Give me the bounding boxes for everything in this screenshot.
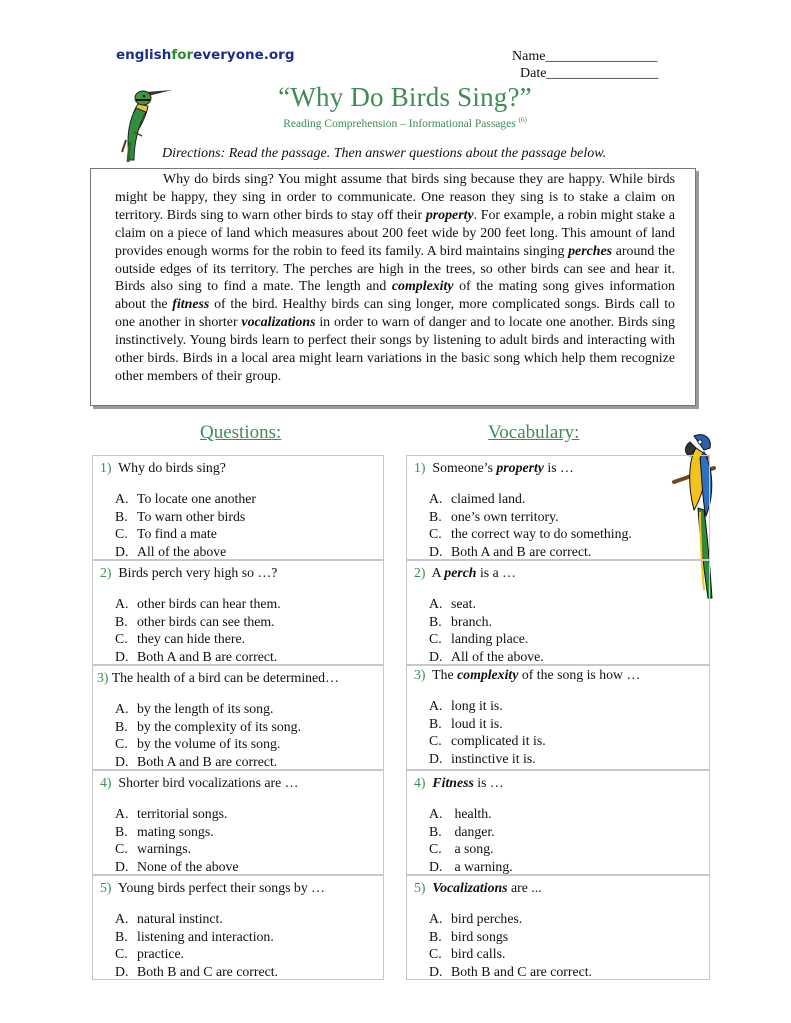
option-c[interactable]: C. bird calls. (429, 946, 506, 961)
vocab-title: 1) Someone’s property is … (414, 460, 574, 475)
option-c[interactable]: C. To find a mate (115, 526, 217, 541)
vocab-term: complexity (457, 667, 519, 682)
page-title: “Why Do Birds Sing?” (278, 82, 532, 112)
question-text: Young birds perfect their songs by … (117, 880, 325, 895)
option-c[interactable]: C. warnings. (115, 841, 192, 856)
option-b[interactable]: B. loud it is. (429, 715, 503, 731)
option-a[interactable]: A. claimed land. (429, 491, 526, 506)
vocab-options (429, 490, 632, 560)
option-d[interactable]: D. Both A and B are correct. (115, 753, 278, 769)
option-d[interactable]: D. a warning. (429, 858, 513, 874)
option-a[interactable]: A. seat. (429, 596, 476, 611)
option-c[interactable]: C. by the volume of its song. (115, 736, 281, 751)
passage-text (115, 171, 675, 386)
vocab-title: 5) Vocalizations are ... (414, 880, 542, 895)
question-title (100, 460, 226, 476)
question-number: 5) (100, 880, 112, 895)
passage-part-5: of the bird. Healthy birds can sing longer, more complicated songs. Birds call to one another in shorter (115, 297, 675, 331)
question-box-2 (92, 560, 384, 665)
option-d[interactable]: D. Both B and C are correct. (429, 963, 592, 979)
question-box-3 (92, 665, 384, 770)
vocab-options (429, 697, 546, 767)
vocab-box-2 (406, 560, 710, 665)
questions-heading: Questions: (200, 422, 282, 443)
vocabulary-heading: Vocabulary: (488, 422, 580, 443)
question-number: 3) (97, 670, 109, 685)
option-b[interactable]: B. listening and interaction. (115, 928, 274, 944)
option-d[interactable]: D. None of the above (115, 858, 239, 874)
vocab-title: 4) Fitness is … (414, 775, 504, 790)
vocab-word-property: property (425, 207, 474, 223)
vocab-word-perches: perches (568, 243, 613, 259)
option-d[interactable]: D. All of the above (115, 543, 227, 559)
vocab-options (429, 910, 592, 980)
vocab-term: Vocalizations (432, 880, 508, 895)
question-title (100, 565, 277, 581)
vocab-number: 4) (414, 775, 426, 790)
date-field: Date________________ (520, 66, 659, 81)
question-title (100, 775, 298, 791)
option-d[interactable]: D. instinctive it is. (429, 750, 536, 766)
passage-part-2: . For example, a robin might stake a claim on a piece of land which measures about 200 feet wide by 200 feet long. This amount of land provides enough worms for the robin to feed its family. A bird maintains singing (115, 207, 675, 259)
passage-part-4: of the mating song gives information about the (115, 279, 675, 313)
option-b[interactable]: B. bird songs (429, 928, 509, 944)
question-title (97, 670, 339, 686)
question-number: 2) (100, 565, 112, 580)
question-options (115, 700, 301, 770)
option-d[interactable]: D. Both A and B are correct. (429, 543, 592, 559)
option-a[interactable]: A. other birds can hear them. (115, 596, 281, 611)
vocab-number: 5) (414, 880, 426, 895)
vocab-word-complexity: complexity (391, 279, 454, 295)
vocab-box-4 (406, 770, 710, 875)
option-a[interactable]: A. health. (429, 806, 492, 821)
page-subtitle (240, 116, 570, 130)
question-box-4 (92, 770, 384, 875)
passage-box (90, 168, 696, 406)
option-d[interactable]: D. Both A and B are correct. (115, 648, 278, 664)
vocab-term: Fitness (432, 775, 474, 790)
question-text: Birds perch very high so …? (118, 565, 278, 580)
question-number: 1) (100, 460, 112, 475)
option-a[interactable]: A. natural instinct. (115, 911, 223, 926)
option-c[interactable]: C. landing place. (429, 631, 529, 646)
question-text: Shorter bird vocalizations are … (118, 775, 299, 790)
vocab-number: 3) (414, 667, 426, 682)
vocab-number: 1) (414, 460, 426, 475)
option-a[interactable]: A. To locate one another (115, 491, 256, 506)
option-a[interactable]: A. bird perches. (429, 911, 523, 926)
question-options (115, 490, 256, 560)
site-logo-everyone: everyone.org (193, 47, 295, 63)
vocab-options (429, 805, 513, 875)
site-logo (116, 47, 295, 63)
question-text: The health of a bird can be determined… (111, 670, 339, 685)
question-options (115, 805, 239, 875)
vocab-title: 2) A perch is a … (414, 565, 516, 580)
vocab-title: 3) The complexity of the song is how … (414, 667, 641, 682)
passage-part-3: around the outside edges of its territory. The perches are high in the trees, so other birds can see and hear it. Birds also sing to find a mate. The length and (115, 243, 675, 295)
vocab-word-fitness: fitness (172, 297, 210, 313)
vocab-options (429, 595, 544, 665)
option-c[interactable]: C. a song. (429, 841, 494, 856)
option-a[interactable]: A. territorial songs. (115, 806, 228, 821)
vocab-box-1 (406, 455, 710, 560)
option-b[interactable]: B. one’s own territory. (429, 508, 559, 524)
question-title (100, 880, 325, 896)
option-d[interactable]: D. Both B and C are correct. (115, 963, 278, 979)
option-b[interactable]: B. branch. (429, 613, 492, 629)
site-logo-english: english (116, 47, 172, 63)
directions: Directions: Read the passage. Then answer questions about the passage below. (162, 146, 607, 161)
option-c[interactable]: C. they can hide there. (115, 631, 246, 646)
option-b[interactable]: B. other birds can see them. (115, 613, 275, 629)
vocab-term: perch (444, 565, 477, 580)
question-box-5 (92, 875, 384, 980)
option-b[interactable]: B. To warn other birds (115, 508, 246, 524)
option-b[interactable]: B. danger. (429, 823, 495, 839)
question-number: 4) (100, 775, 112, 790)
option-c[interactable]: C. complicated it is. (429, 733, 546, 748)
vocab-number: 2) (414, 565, 426, 580)
option-b[interactable]: B. by the complexity of its song. (115, 718, 302, 734)
option-d[interactable]: D. All of the above. (429, 648, 544, 664)
name-date-fields (512, 48, 658, 82)
vocab-box-3 (406, 665, 710, 770)
passage-part-6: in order to warn of danger and to locate one another. Birds sing instinctively. Young birds learn to perfect their songs by listening to adult birds and interacting with other birds. Birds in a local area might learn variations in the basic song which help them recognize other members of their group. (115, 315, 675, 384)
option-c[interactable]: C. the correct way to do something. (429, 526, 632, 541)
vocab-word-vocalizations: vocalizations (241, 315, 316, 331)
site-logo-for: for (171, 47, 194, 63)
vocab-term: property (496, 460, 544, 475)
vocab-box-5 (406, 875, 710, 980)
question-options (115, 910, 278, 980)
question-text: Why do birds sing? (118, 460, 226, 475)
option-b[interactable]: B. mating songs. (115, 823, 214, 839)
option-a[interactable]: A. by the length of its song. (115, 701, 274, 716)
subtitle-superscript: (6) (518, 116, 527, 124)
name-field: Name________________ (512, 49, 658, 64)
question-box-1 (92, 455, 384, 560)
passage-part-1: Why do birds sing? You might assume that birds sing because they are happy. While birds might be happy, they sing in order to communicate. One reason they sing is to stake a claim on territory. Birds sing to warn other birds to stay off their (115, 172, 675, 223)
question-options (115, 595, 281, 665)
option-a[interactable]: A. long it is. (429, 698, 503, 713)
subtitle-text: Reading Comprehension – Informational Passages (283, 117, 516, 130)
option-c[interactable]: C. practice. (115, 946, 185, 961)
